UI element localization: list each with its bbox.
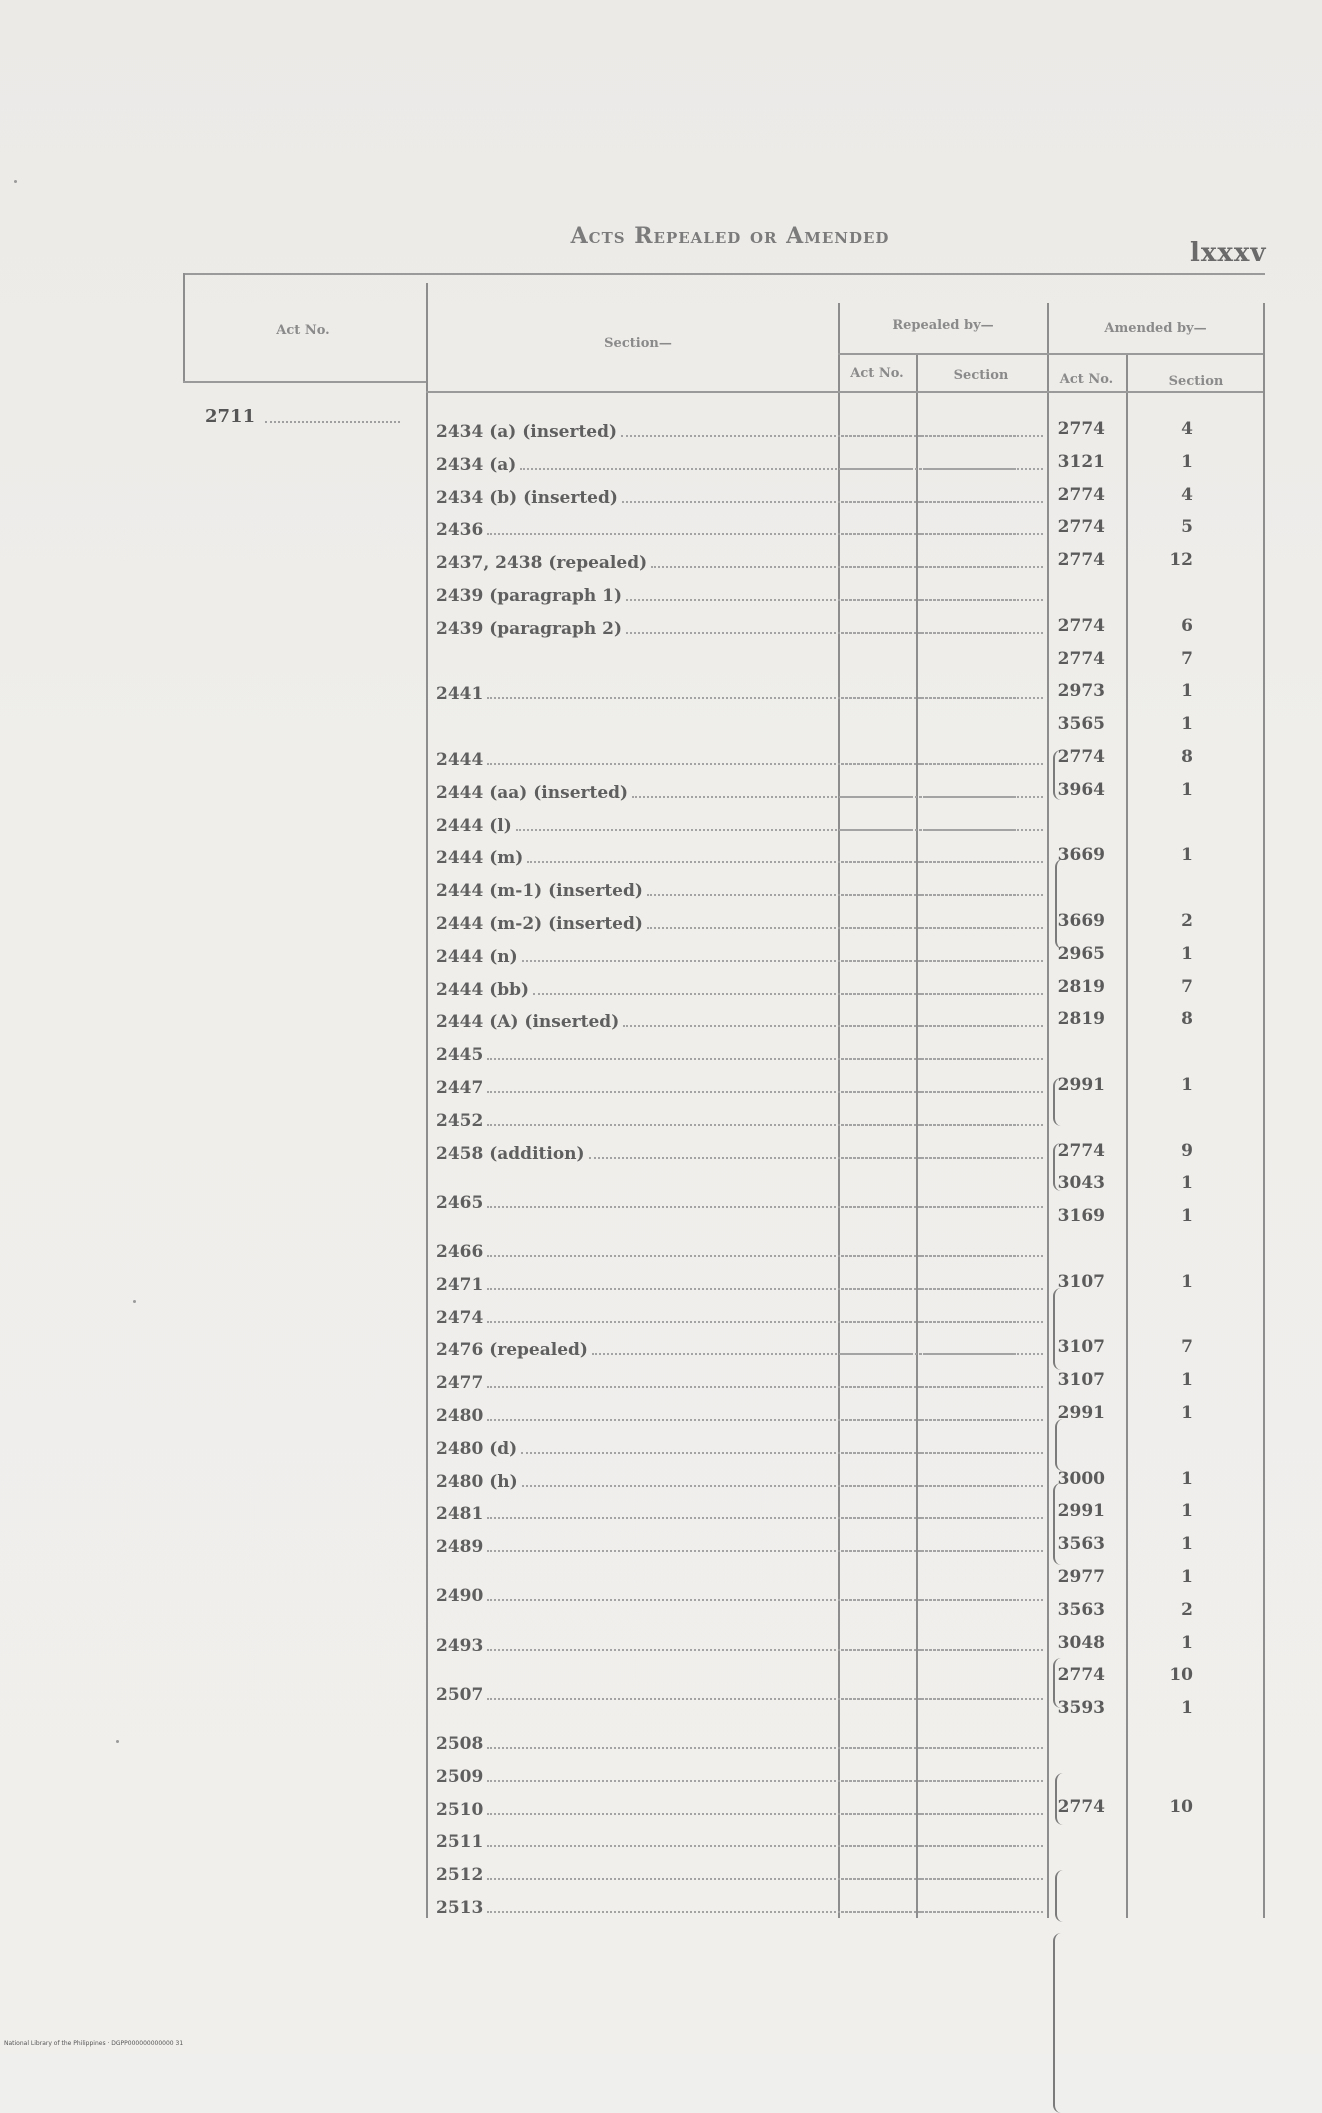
amended-section-no: 1 — [1181, 681, 1193, 702]
repealed-dot-leader — [920, 1780, 1043, 1782]
act-number: 2711 — [205, 406, 256, 427]
amended-act-no: 2774 — [1057, 615, 1105, 636]
repealed-dot-leader — [841, 1124, 911, 1126]
section-cell — [436, 1180, 1016, 1213]
repealed-dot-leader — [841, 632, 911, 634]
repealed-dot-leader — [841, 435, 911, 437]
section-cell — [436, 1623, 1016, 1656]
section-label: 2445 — [436, 1045, 484, 1066]
section-cell — [436, 1672, 1016, 1705]
repealed-dot-leader — [920, 599, 1043, 601]
section-label: 2444 (A) (inserted) — [436, 1012, 620, 1033]
brace-2444-m1-m2 — [1053, 1143, 1067, 1191]
section-cell — [436, 967, 1016, 1000]
repealed-dot-leader — [841, 1698, 911, 1700]
section-label: 2444 (aa) (inserted) — [436, 782, 629, 803]
section-label: 2477 — [436, 1373, 484, 1394]
amended-act-no: 2774 — [1057, 419, 1105, 439]
table-row — [183, 1721, 1265, 1754]
repealed-dot-leader — [920, 1255, 1043, 1257]
repealed-dot-leader — [920, 1288, 1043, 1290]
amended-act-no: 2774 — [1057, 484, 1105, 505]
amended-act-no: 3565 — [1057, 714, 1105, 735]
repealed-dot-leader — [841, 1550, 911, 1552]
amended-act-no: 2774 — [1057, 648, 1105, 669]
repealed-dot-leader — [841, 1157, 911, 1159]
section-cell — [436, 671, 1016, 704]
section-cell — [436, 1393, 1016, 1426]
section-label: 2436 — [436, 520, 484, 541]
repealed-dot-leader — [841, 599, 911, 601]
brace-2445-2452 — [1053, 1288, 1067, 1370]
repealed-dot-leader — [841, 1091, 911, 1093]
repealed-dot-leader — [841, 1353, 911, 1355]
section-label: 2480 (d) — [436, 1438, 518, 1459]
amended-act-no: 3669 — [1057, 845, 1105, 866]
table-row — [183, 573, 1265, 606]
repealed-dot-leader — [841, 468, 911, 470]
section-cell — [436, 934, 1016, 967]
repealed-dot-leader — [841, 1452, 911, 1454]
header-act-no: Act No. — [276, 323, 330, 338]
repealed-dot-leader — [841, 1206, 911, 1208]
brace-2480 — [1053, 1658, 1067, 1708]
amended-act-no: 3563 — [1057, 1599, 1105, 1620]
repealed-dot-leader — [841, 697, 911, 699]
section-cell — [436, 442, 1016, 475]
section-label: 2476 (repealed) — [436, 1340, 588, 1361]
running-title: Acts Repealed or Amended — [570, 223, 890, 249]
amended-act-no: 3169 — [1057, 1206, 1105, 1227]
header-repealed-by: Repealed by— — [892, 318, 994, 333]
section-label: 2439 (paragraph 2) — [436, 618, 623, 639]
header-section: Section— — [604, 336, 672, 351]
amended-act-no: 3669 — [1057, 911, 1105, 931]
repealed-dot-leader — [920, 697, 1043, 699]
repealed-dot-leader — [841, 927, 911, 929]
brace-2465 — [1055, 1419, 1069, 1471]
amended-act-no: 2991 — [1057, 1403, 1105, 1423]
amended-section-no: 1 — [1181, 1534, 1193, 1555]
section-label: 2490 — [436, 1586, 484, 1607]
section-label: 2437, 2438 (repealed) — [436, 553, 648, 574]
amended-act-no: 2774 — [1057, 1140, 1105, 1161]
table-row — [183, 1885, 1265, 1918]
amended-act-no: 3121 — [1057, 451, 1105, 472]
repealed-dot-leader — [841, 894, 911, 896]
amended-section-no: 7 — [1181, 1337, 1193, 1358]
amended-section-no: 10 — [1169, 1796, 1193, 1817]
amended-section-no: 4 — [1181, 419, 1193, 439]
amended-act-no: 3107 — [1057, 1271, 1105, 1292]
amended-section-no: 1 — [1181, 1271, 1193, 1292]
section-label: 2480 — [436, 1406, 484, 1426]
repealed-dot-leader — [920, 1813, 1043, 1815]
amended-act-no: 2973 — [1057, 681, 1105, 702]
amended-act-no: 2774 — [1057, 1665, 1105, 1686]
table-row — [183, 1032, 1265, 1065]
section-cell — [436, 999, 1016, 1032]
section-cell — [436, 409, 1016, 442]
amended-act-no: 3593 — [1057, 1698, 1105, 1719]
repealed-dot-leader — [841, 566, 911, 568]
repealed-dot-leader — [920, 1698, 1043, 1700]
repealed-dot-leader — [920, 1124, 1043, 1126]
repealed-dot-leader — [841, 1813, 911, 1815]
section-label: 2510 — [436, 1799, 484, 1820]
amended-section-no: 4 — [1181, 484, 1193, 505]
amended-act-no: 2819 — [1057, 1009, 1105, 1030]
repealed-dot-leader — [920, 632, 1043, 634]
amended-act-no: 2965 — [1057, 943, 1105, 964]
section-cell — [436, 901, 1016, 934]
section-cell — [436, 1262, 1016, 1295]
scan-speck — [116, 1740, 119, 1743]
repealed-dot-leader — [920, 1058, 1043, 1060]
repealed-dot-leader — [841, 1845, 911, 1847]
amended-act-no: 2977 — [1057, 1567, 1105, 1587]
repealed-dot-leader — [841, 993, 911, 995]
brace-2507 — [1055, 1870, 1069, 1922]
repealed-dot-leader — [920, 1321, 1043, 1323]
section-cell — [436, 1491, 1016, 1524]
amended-section-no: 1 — [1181, 1206, 1193, 1227]
subheader-amended-act-no: Act No. — [1059, 372, 1114, 387]
amended-section-no: 1 — [1181, 1403, 1193, 1423]
brace-2441 — [1055, 859, 1069, 949]
repealed-dot-leader — [920, 1091, 1043, 1093]
table-row — [183, 1098, 1265, 1131]
section-label: 2465 — [436, 1192, 484, 1213]
section-label: 2447 — [436, 1078, 484, 1098]
section-label: 2474 — [436, 1307, 484, 1328]
section-label: 2458 (addition) — [436, 1143, 585, 1164]
subheader-repealed-act-no: Act No. — [850, 366, 904, 381]
amended-act-no: 2774 — [1057, 1796, 1105, 1817]
repealed-dot-leader — [841, 501, 911, 503]
repealed-dot-leader — [841, 1419, 911, 1421]
section-cell — [436, 1032, 1016, 1065]
section-cell — [436, 606, 1016, 639]
repealed-dot-leader — [841, 861, 911, 863]
amended-section-no: 8 — [1181, 747, 1193, 767]
repealed-dot-leader — [920, 501, 1043, 503]
repealed-dot-leader — [920, 1157, 1043, 1159]
acts-table — [183, 273, 1265, 1921]
page-number: lxxxv — [1190, 238, 1267, 268]
section-label: 2444 (m-1) (inserted) — [436, 881, 643, 902]
section-cell — [436, 1426, 1016, 1459]
repealed-dot-leader — [920, 763, 1043, 765]
section-cell — [436, 1229, 1016, 1262]
header-amended-by: Amended by— — [1104, 321, 1207, 336]
brace-2466-2474 — [1053, 1483, 1067, 1565]
amended-section-no: 1 — [1181, 1567, 1193, 1587]
amended-act-no: 2774 — [1057, 747, 1105, 767]
section-cell — [436, 737, 1016, 770]
table-row — [183, 1229, 1265, 1262]
section-cell — [436, 1131, 1016, 1164]
repealed-dot-leader — [841, 1878, 911, 1880]
section-label: 2444 — [436, 750, 484, 770]
repealed-dot-leader — [920, 894, 1043, 896]
section-cell — [436, 1524, 1016, 1557]
repealed-dot-leader — [920, 1878, 1043, 1880]
amended-act-no: 2774 — [1057, 517, 1105, 538]
repealed-dot-leader — [920, 1485, 1043, 1487]
repealed-dot-leader — [920, 1353, 1043, 1355]
amended-section-no: 1 — [1181, 845, 1193, 866]
section-label: 2444 (n) — [436, 946, 518, 967]
section-cell — [436, 1787, 1016, 1820]
section-cell — [436, 1573, 1016, 1606]
repealed-dot-leader — [841, 533, 911, 535]
section-label: 2507 — [436, 1684, 484, 1705]
brace-2508-2513 — [1053, 1933, 1067, 2113]
section-label: 2444 (bb) — [436, 979, 530, 1000]
brace-2444-l-m — [1053, 1078, 1067, 1126]
repealed-dot-leader — [841, 763, 911, 765]
section-label: 2439 (paragraph 1) — [436, 586, 623, 606]
amended-section-no: 1 — [1181, 1698, 1193, 1719]
amended-section-no: 8 — [1181, 1009, 1193, 1030]
section-label: 2444 (m) — [436, 848, 524, 869]
section-cell — [436, 1295, 1016, 1328]
amended-section-no: 1 — [1181, 779, 1193, 800]
section-cell — [436, 475, 1016, 508]
amended-section-no: 2 — [1181, 1599, 1193, 1620]
scan-footer: National Library of the Philippines · DGPP000000000000 31 — [4, 2040, 184, 2047]
repealed-dot-leader — [920, 1599, 1043, 1601]
section-cell — [436, 1327, 1016, 1360]
section-label: 2481 — [436, 1504, 484, 1525]
repealed-dot-leader — [920, 1025, 1043, 1027]
amended-section-no: 1 — [1181, 451, 1193, 472]
amended-act-no: 3000 — [1057, 1468, 1105, 1489]
section-label: 2434 (a) — [436, 454, 517, 475]
brace-2439 — [1053, 750, 1067, 800]
section-label: 2466 — [436, 1242, 484, 1262]
amended-section-no: 7 — [1181, 648, 1193, 669]
section-cell — [436, 835, 1016, 868]
scan-speck — [14, 180, 17, 183]
repealed-dot-leader — [920, 1419, 1043, 1421]
repealed-dot-leader — [920, 1845, 1043, 1847]
section-cell — [436, 1360, 1016, 1393]
amended-act-no: 3048 — [1057, 1632, 1105, 1653]
table-row — [183, 1295, 1265, 1328]
repealed-dot-leader — [841, 1649, 911, 1651]
repealed-dot-leader — [920, 1747, 1043, 1749]
repealed-dot-leader — [920, 566, 1043, 568]
section-label: 2441 — [436, 684, 484, 705]
repealed-dot-leader — [920, 927, 1043, 929]
repealed-dot-leader — [920, 1550, 1043, 1552]
repealed-dot-leader — [920, 960, 1043, 962]
repealed-dot-leader — [920, 796, 1043, 798]
section-label: 2452 — [436, 1110, 484, 1131]
section-label: 2444 (m-2) (inserted) — [436, 914, 643, 934]
section-label: 2434 (b) (inserted) — [436, 487, 618, 508]
amended-section-no: 5 — [1181, 517, 1193, 538]
section-label: 2471 — [436, 1274, 484, 1295]
repealed-dot-leader — [841, 1780, 911, 1782]
section-cell — [436, 1852, 1016, 1885]
section-cell — [436, 1065, 1016, 1098]
amended-section-no: 12 — [1169, 550, 1193, 571]
repealed-dot-leader — [920, 1649, 1043, 1651]
subheader-repealed-section: Section — [953, 368, 1009, 383]
amended-act-no: 2991 — [1057, 1501, 1105, 1522]
amended-section-no: 6 — [1181, 615, 1193, 636]
amended-section-no: 7 — [1181, 976, 1193, 997]
section-label: 2480 (h) — [436, 1471, 518, 1492]
amended-section-no: 1 — [1181, 1173, 1193, 1194]
repealed-dot-leader — [920, 1452, 1043, 1454]
section-cell — [436, 507, 1016, 540]
section-cell — [436, 803, 1016, 836]
section-label: 2508 — [436, 1734, 484, 1754]
repealed-dot-leader — [920, 468, 1043, 470]
section-cell — [436, 1819, 1016, 1852]
section-cell — [436, 1885, 1016, 1918]
section-cell — [436, 1754, 1016, 1787]
amended-section-no: 1 — [1181, 1468, 1193, 1489]
amended-act-no: 3107 — [1057, 1337, 1105, 1358]
repealed-dot-leader — [841, 1255, 911, 1257]
amended-act-no: 3563 — [1057, 1534, 1105, 1555]
subheader-amended-section: Section — [1168, 374, 1224, 389]
repealed-dot-leader — [841, 1321, 911, 1323]
amended-section-no: 1 — [1181, 714, 1193, 735]
repealed-dot-leader — [841, 1485, 911, 1487]
section-cell — [436, 1721, 1016, 1754]
repealed-dot-leader — [841, 1386, 911, 1388]
amended-act-no: 2991 — [1057, 1075, 1105, 1095]
table-row — [183, 868, 1265, 901]
amended-act-no: 2774 — [1057, 550, 1105, 571]
repealed-dot-leader — [841, 1058, 911, 1060]
repealed-dot-leader — [920, 1911, 1043, 1913]
amended-section-no: 10 — [1169, 1665, 1193, 1686]
repealed-dot-leader — [920, 1386, 1043, 1388]
amended-act-no: 2819 — [1057, 976, 1105, 997]
section-label: 2493 — [436, 1635, 484, 1656]
section-label: 2511 — [436, 1832, 484, 1853]
table-row — [183, 1426, 1265, 1459]
scan-speck — [133, 1300, 136, 1303]
repealed-dot-leader — [841, 829, 911, 831]
amended-section-no: 2 — [1181, 911, 1193, 931]
section-cell — [436, 770, 1016, 803]
section-label: 2509 — [436, 1766, 484, 1787]
section-label: 2513 — [436, 1898, 484, 1918]
section-label: 2512 — [436, 1865, 484, 1886]
repealed-dot-leader — [841, 796, 911, 798]
repealed-dot-leader — [920, 1206, 1043, 1208]
amended-act-no: 3043 — [1057, 1173, 1105, 1194]
section-cell — [436, 868, 1016, 901]
section-label: 2489 — [436, 1537, 484, 1558]
amended-section-no: 1 — [1181, 1501, 1193, 1522]
section-cell — [436, 540, 1016, 573]
section-label: 2444 (l) — [436, 815, 512, 836]
repealed-dot-leader — [841, 960, 911, 962]
repealed-dot-leader — [841, 1288, 911, 1290]
amended-section-no: 1 — [1181, 1075, 1193, 1095]
repealed-dot-leader — [920, 993, 1043, 995]
table-row — [183, 1852, 1265, 1885]
repealed-dot-leader — [841, 1517, 911, 1519]
repealed-dot-leader — [920, 533, 1043, 535]
section-cell — [436, 1459, 1016, 1492]
table-row — [183, 1754, 1265, 1787]
table-row — [183, 803, 1265, 836]
brace-2490 — [1055, 1773, 1069, 1825]
amended-section-no: 9 — [1181, 1140, 1193, 1161]
repealed-dot-leader — [920, 1517, 1043, 1519]
amended-section-no: 1 — [1181, 1632, 1193, 1653]
amended-act-no: 3964 — [1057, 779, 1105, 800]
repealed-dot-leader — [841, 1747, 911, 1749]
repealed-dot-leader — [920, 861, 1043, 863]
section-cell — [436, 1098, 1016, 1131]
repealed-dot-leader — [920, 435, 1043, 437]
table-row — [183, 1819, 1265, 1852]
repealed-dot-leader — [841, 1599, 911, 1601]
repealed-dot-leader — [841, 1025, 911, 1027]
amended-section-no: 1 — [1181, 1370, 1193, 1391]
section-label: 2434 (a) (inserted) — [436, 422, 618, 442]
repealed-dot-leader — [841, 1911, 911, 1913]
section-cell — [436, 573, 1016, 606]
amended-act-no: 3107 — [1057, 1370, 1105, 1391]
repealed-dot-leader — [920, 829, 1043, 831]
amended-section-no: 1 — [1181, 943, 1193, 964]
